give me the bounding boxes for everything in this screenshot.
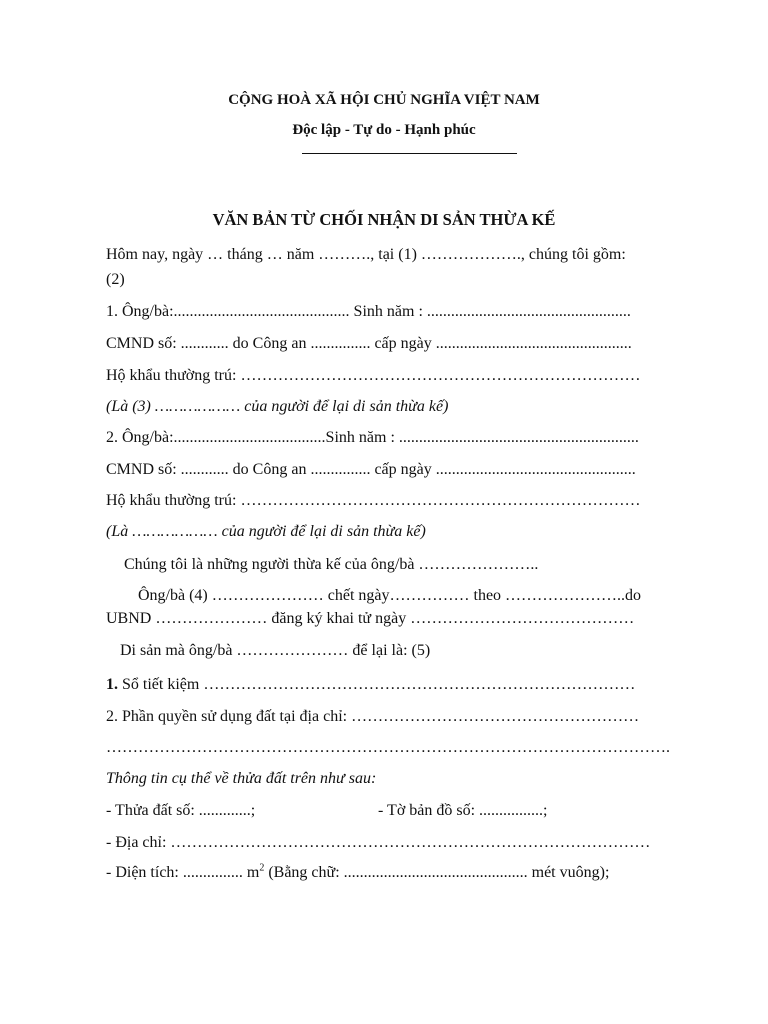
deceased-line-2: UBND ………………… đăng ký khai tử ngày ……………………………………	[106, 610, 635, 627]
person1-residence: Hộ khẩu thường trú: …………………………………………………………………	[106, 367, 641, 384]
person2-relation: (Là ……………… của người để lại di sản thừa kế)	[106, 523, 426, 540]
estate-item-1-number: 1.	[106, 676, 118, 693]
header-divider	[302, 153, 517, 154]
person1-name: 1. Ông/bà:............................................ Sinh năm : ...................................................	[106, 303, 631, 320]
intro-line-1: Hôm nay, ngày … tháng … năm ………., tại (1) ………………., chúng tôi gồm:	[106, 246, 626, 263]
intro-line-2: (2)	[106, 271, 125, 288]
deceased-line-1: Ông/bà (4) ………………… chết ngày…………… theo …………………..do	[138, 587, 642, 604]
estate-intro: Di sản mà ông/bà ………………… để lại là: (5)	[120, 642, 431, 659]
plot-row	[106, 801, 696, 821]
person2-id: CMND số: ............ do Công an ............... cấp ngày ..................................................	[106, 461, 636, 478]
land-area	[106, 863, 696, 883]
estate-item-1	[106, 675, 696, 695]
person2-name: 2. Ông/bà:......................................Sinh năm : ............................................................	[106, 429, 639, 446]
national-header: CỘNG HOÀ XÃ HỘI CHỦ NGHĨA VIỆT NAM	[228, 92, 540, 108]
square-superscript: 2	[259, 862, 265, 874]
estate-item-2-continued: …………………………………………………………………………………………….	[106, 739, 670, 756]
land-area-prefix: - Diện tích: ............... m	[106, 864, 260, 881]
plot-number: - Thửa đất số: .............;	[106, 802, 256, 819]
estate-item-2: 2. Phần quyền sử dụng đất tại địa chỉ: ………………………………………………	[106, 708, 640, 725]
document-title: VĂN BẢN TỪ CHỐI NHẬN DI SẢN THỪA KẾ	[212, 210, 556, 229]
map-sheet-number: - Tờ bản đồ số: ................;	[378, 802, 548, 819]
land-area-suffix: (Bằng chữ: .............................................. mét vuông);	[264, 864, 610, 881]
estate-item-1-text: Sổ tiết kiệm ………………………………………………………………………	[118, 676, 636, 693]
person1-id: CMND số: ............ do Công an ............... cấp ngày .................................................	[106, 335, 632, 352]
land-address: - Địa chỉ: ………………………………………………………………………………	[106, 834, 651, 851]
national-motto: Độc lập - Tự do - Hạnh phúc	[292, 122, 476, 138]
person2-residence: Hộ khẩu thường trú: …………………………………………………………………	[106, 492, 641, 509]
land-info-heading: Thông tin cụ thể về thửa đất trên như sau:	[106, 770, 377, 787]
heirs-statement: Chúng tôi là những người thừa kế của ông/bà …………………..	[124, 556, 539, 573]
person1-relation: (Là (3) ……………… của người để lại di sản thừa kế)	[106, 398, 449, 415]
